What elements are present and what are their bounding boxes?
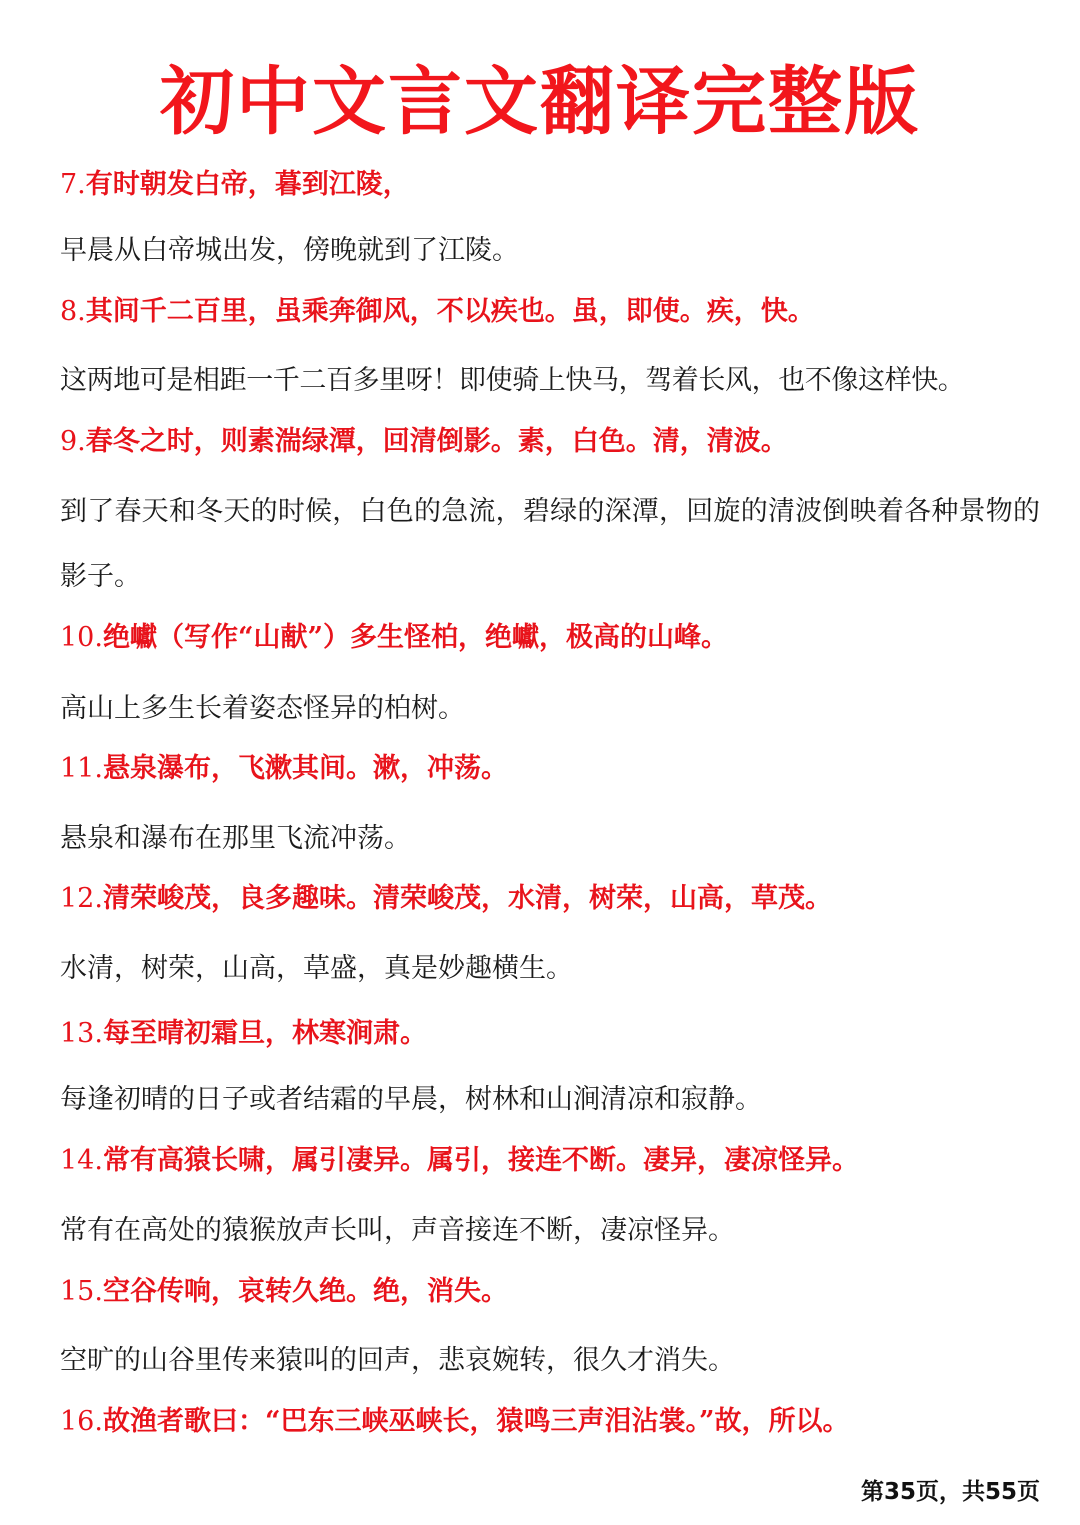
source-text: 其间千二百里，虽乘奔御风，不以疾也。虽，即使。疾，快。 xyxy=(85,296,815,327)
source-line xyxy=(60,749,1040,789)
source-text: 春冬之时，则素湍绿潭，回清倒影。素，白色。清，清波。 xyxy=(85,426,788,457)
entry-number: 16. xyxy=(60,1406,103,1437)
entry-number: 11. xyxy=(60,753,103,784)
source-text: 清荣峻茂，良多趣味。清荣峻茂，水清，树荣，山高，草茂。 xyxy=(102,883,832,914)
entry-number: 12. xyxy=(60,883,103,914)
source-text: 有时朝发白帝，暮到江陵， xyxy=(85,169,410,200)
source-line xyxy=(60,422,1040,462)
translation-text: 常有在高处的猿猴放声长叫，声音接连不断，凄凉怪异。 xyxy=(60,1215,735,1246)
entry-number: 13. xyxy=(60,1018,103,1049)
translation-text: 水清，树荣，山高，草盛，真是妙趣横生。 xyxy=(60,953,573,984)
source-text: 悬泉瀑布，飞漱其间。漱，冲荡。 xyxy=(102,753,508,784)
source-line xyxy=(60,292,1040,332)
source-line xyxy=(60,165,1040,205)
entry-number: 8. xyxy=(60,296,86,327)
source-line xyxy=(60,1141,1040,1181)
entry-number: 9. xyxy=(60,426,86,457)
translation-text: 这两地可是相距一千二百多里呀！即使骑上快马，驾着长风，也不像这样快。 xyxy=(60,365,965,396)
entry-number: 14. xyxy=(60,1145,103,1176)
source-line xyxy=(60,1014,1040,1054)
translation-text: 到了春天和冬天的时候，白色的急流，碧绿的深潭，回旋的清波倒映着各种景物的影子。 xyxy=(60,496,1040,592)
source-line xyxy=(60,879,1040,919)
translation-text: 高山上多生长着姿态怪异的柏树。 xyxy=(60,693,465,724)
entry-number: 7. xyxy=(60,169,86,200)
page-number: 第35页，共55页 xyxy=(860,1479,1040,1505)
entry-number: 15. xyxy=(60,1276,103,1307)
source-text: 常有高猿长啸，属引凄异。属引，接连不断。凄异，凄凉怪异。 xyxy=(102,1145,859,1176)
source-line xyxy=(60,1402,1040,1442)
entry-number: 10. xyxy=(60,622,103,653)
translation-text: 空旷的山谷里传来猿叫的回声，悲哀婉转，很久才消失。 xyxy=(60,1345,735,1376)
source-text: 故渔者歌曰：“巴东三峡巫峡长，猿鸣三声泪沾裳。”故，所以。 xyxy=(102,1406,850,1437)
source-line xyxy=(60,618,1040,658)
source-line xyxy=(60,1272,1040,1312)
source-text: 每至晴初霜旦，林寒涧肃。 xyxy=(102,1018,427,1049)
page-title: 初中文言文翻译完整版 xyxy=(160,59,920,145)
translation-text: 每逢初晴的日子或者结霜的早晨，树林和山涧清凉和寂静。 xyxy=(60,1084,762,1115)
translation-text: 早晨从白帝城出发，傍晚就到了江陵。 xyxy=(60,235,519,266)
source-text: 绝巘（写作“山献”）多生怪柏，绝巘，极高的山峰。 xyxy=(102,622,729,653)
source-text: 空谷传响，哀转久绝。绝，消失。 xyxy=(102,1276,508,1307)
translation-text: 悬泉和瀑布在那里飞流冲荡。 xyxy=(60,823,411,854)
